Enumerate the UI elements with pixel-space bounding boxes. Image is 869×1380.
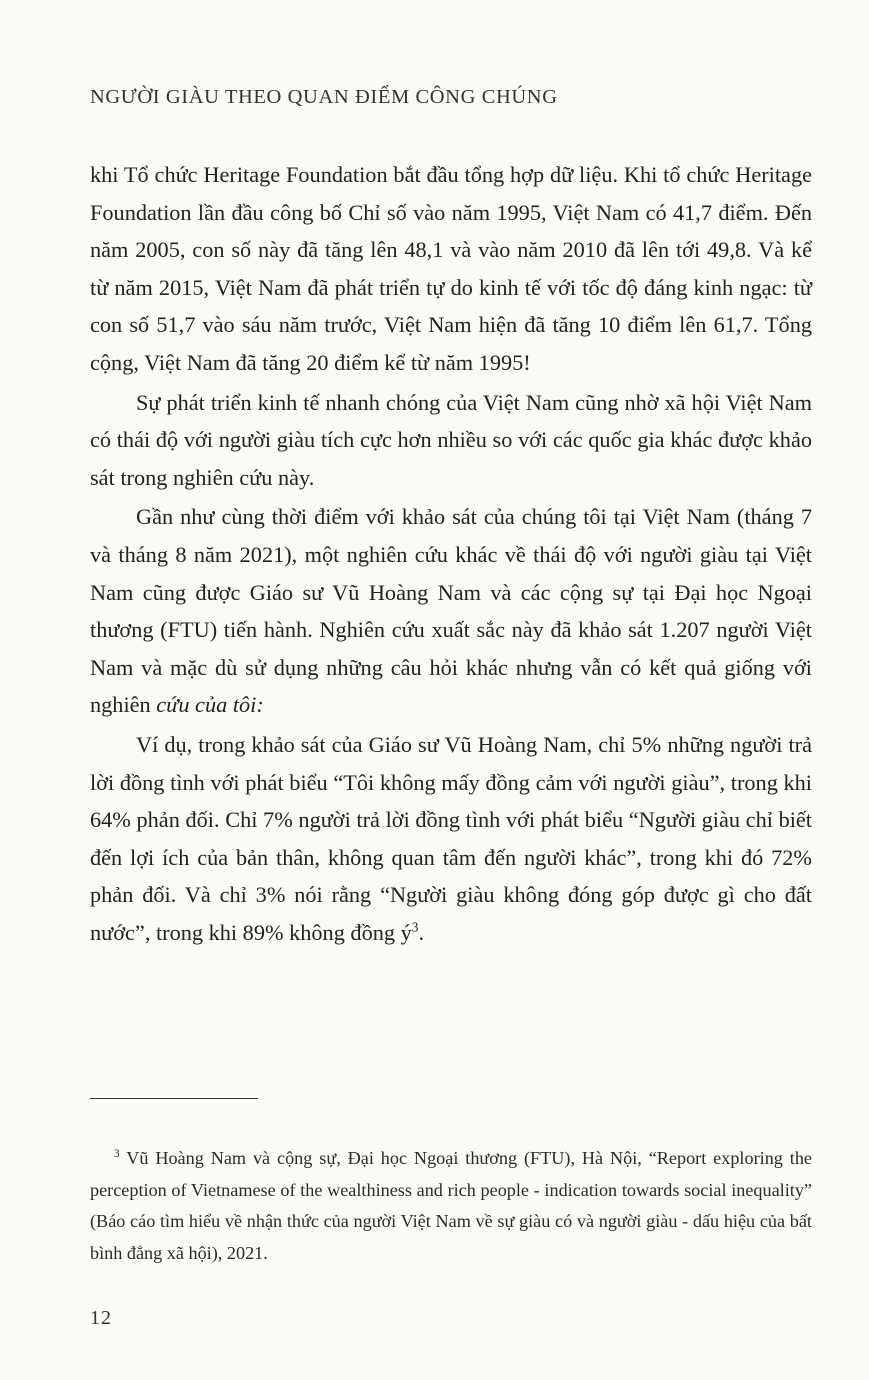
paragraph-4-end: . [418, 919, 425, 945]
page-number: 12 [90, 1307, 112, 1329]
paragraph-1: khi Tổ chức Heritage Foundation bắt đầu tổng hợp dữ liệu. Khi tổ chức Heritage Foundation lần đầu công bố Chỉ số vào năm 1995, Việt Nam có 41,7 điểm. Đến năm 2005, con số này đã tăng lên 48,1 và vào năm 2010 đã lên tới 49,8. Và kể từ năm 2015, Việt Nam đã phát triển tự do kinh tế với tốc độ đáng kinh ngạc: từ con số 51,7 vào sáu năm trước, Việt Nam hiện đã tăng 10 điểm lên 61,7. Tổng cộng, Việt Nam đã tăng 20 điểm kể từ năm 1995! [90, 162, 812, 375]
paragraph-3 [90, 498, 812, 724]
paragraph-2: Sự phát triển kinh tế nhanh chóng của Việt Nam cũng nhờ xã hội Việt Nam có thái độ với người giàu tích cực hơn nhiều so với các quốc gia khác được khảo sát trong nghiên cứu này. [90, 389, 812, 490]
footnote-divider [90, 1098, 258, 1099]
paragraph-4-text: Ví dụ, trong khảo sát của Giáo sư Vũ Hoàng Nam, chỉ 5% những người trả lời đồng tình với phát biểu “Tôi không mấy đồng cảm với người giàu”, trong khi 64% phản đối. Chỉ 7% người trả lời đồng tình với phát biểu “Người giàu chỉ biết đến lợi ích của bản thân, không quan tâm đến người khác”, trong khi đó 72% phản đối. Và chỉ 3% nói rằng “Người giàu không đóng góp được gì cho đất nước”, trong khi 89% không đồng ý [90, 731, 812, 945]
paragraph-3-italic-text: cứu của tôi: [156, 692, 264, 718]
paragraph-4 [90, 726, 812, 952]
footnote-reference: 3 [411, 919, 419, 935]
footnote-paragraph [90, 1143, 812, 1269]
running-header: NGƯỜI GIÀU THEO QUAN ĐIỂM CÔNG CHÚNG [90, 86, 558, 108]
main-text [90, 156, 812, 951]
footnote [90, 1143, 812, 1269]
footnote-marker: 3 [114, 1147, 120, 1160]
paragraph-3-text: Gần như cùng thời điểm với khảo sát của chúng tôi tại Việt Nam (tháng 7 và tháng 8 năm 2021), một nghiên cứu khác về thái độ với người giàu tại Việt Nam cũng được Giáo sư Vũ Hoàng Nam và các cộng sự tại Đại học Ngoại thương (FTU) tiến hành. Nghiên cứu xuất sắc này đã khảo sát 1.207 người Việt Nam và mặc dù sử dụng những câu hỏi khác nhưng vẫn có kết quả giống với nghiên [90, 504, 812, 718]
footnote-text: Vũ Hoàng Nam và cộng sự, Đại học Ngoại thương (FTU), Hà Nội, “Report exploring the perception of Vietnamese of the wealthiness and rich people - indication towards social inequality” (Báo cáo tìm hiểu về nhận thức của người Việt Nam về sự giàu có và người giàu - dấu hiệu của bất bình đẳng xã hội), 2021. [90, 1148, 812, 1263]
